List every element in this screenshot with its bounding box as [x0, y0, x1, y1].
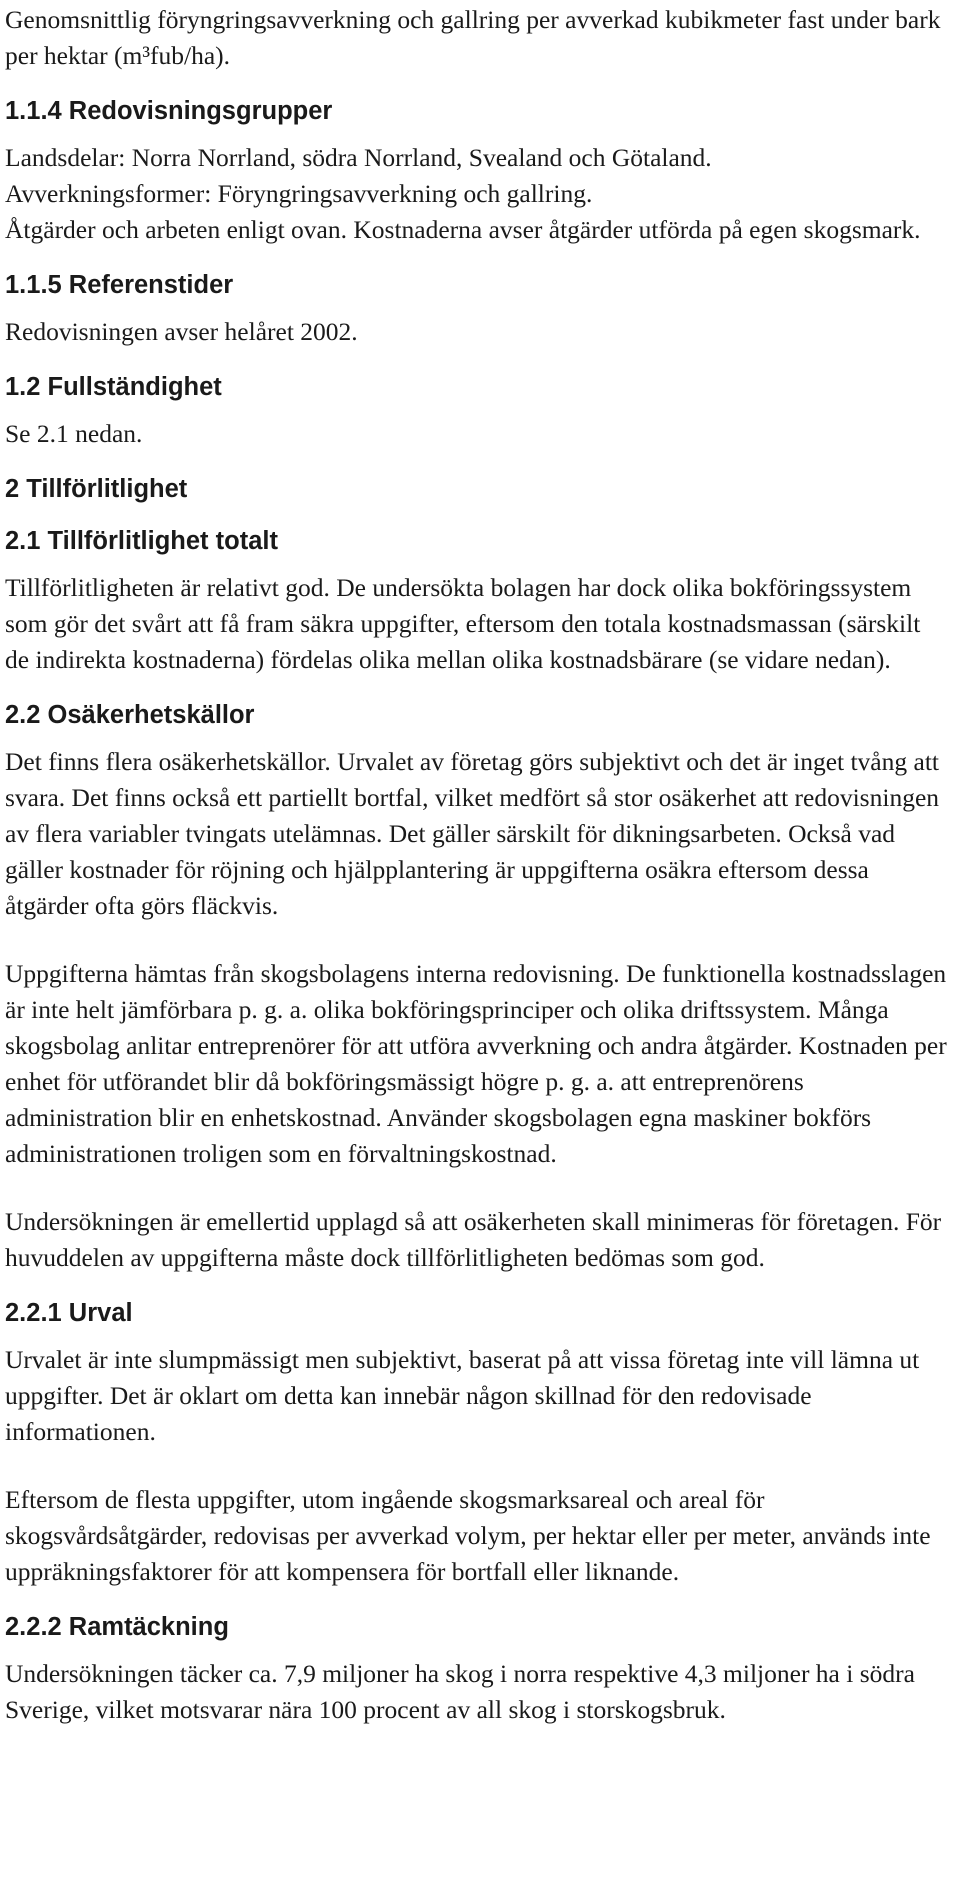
heading-2-2-osakerhetskallor: 2.2 Osäkerhetskällor [5, 701, 255, 729]
paragraph-ramtackning: Undersökningen täcker ca. 7,9 miljoner ha skog i norra respektive 4,3 miljoner ha i södra Sverige, vilket motsvarar nära 100 procent av all skog i storskogsbruk. [5, 1659, 915, 1724]
heading-2-tillforlitlighet: 2 Tillförlitlighet [5, 475, 188, 503]
heading-1-1-4-redovisningsgrupper: 1.1.4 Redovisningsgrupper [5, 97, 333, 125]
heading-2-2-1-urval: 2.2.1 Urval [5, 1299, 133, 1327]
paragraph-uppgifterna: Uppgifterna hämtas från skogsbolagens interna redovisning. De funktionella kostnadsslagen är inte helt jämförbara p. g. a. olika bokföringsprinciper och olika driftssystem. Många skogsbolag anlitar entreprenörer för att utföra avverkning och andra åtgärder. Kostnaden per enhet för utförandet blir då bokföringsmässigt högre p. g. a. att entreprenörens administration blir en enhetskostnad. Använder skogsbolagen egna maskiner bokförs administrationen troligen som en förvaltningskostnad. [5, 959, 947, 1168]
paragraph-intro-average: Genomsnittlig föryngringsavverkning och gallring per avverkad kubikmeter fast under bark per hektar (m³fub/ha). [5, 5, 941, 70]
heading-1-1-5-referenstider: 1.1.5 Referenstider [5, 271, 234, 299]
paragraph-osakerhetskallor: Det finns flera osäkerhetskällor. Urvalet av företag görs subjektivt och det är inget tvång att svara. Det finns också ett partiellt bortfal, vilket medfört så stor osäkerhet att redovisningen av flera variabler tvingats utelämnas. Det gäller särskilt för dikningsarbeten. Också vad gäller kostnader för röjning och hjälpplantering är uppgifterna osäkra eftersom dessa åtgärder ofta görs fläckvis. [5, 747, 940, 920]
paragraph-atgarder: Åtgärder och arbeten enligt ovan. Kostnaderna avser åtgärder utförda på egen skogsmark. [5, 215, 921, 244]
paragraph-tillforlitlighet: Tillförlitligheten är relativt god. De undersökta bolagen har dock olika bokföringssystem som gör det svårt att få fram säkra uppgifter, eftersom den totala kostnadsmassan (särskilt de indirekta kostnaderna) fördelas olika mellan olika kostnadsbärare (se vidare nedan). [5, 573, 921, 674]
paragraph-fullstandighet: Se 2.1 nedan. [5, 419, 143, 448]
heading-1-2-fullstandighet: 1.2 Fullständighet [5, 373, 222, 401]
heading-2-2-2-ramtackning: 2.2.2 Ramtäckning [5, 1613, 229, 1641]
heading-2-1-tillforlitlighet-totalt: 2.1 Tillförlitlighet totalt [5, 527, 278, 555]
paragraph-undersokningen-upplagd: Undersökningen är emellertid upplagd så att osäkerheten skall minimeras för företagen. För huvuddelen av uppgifterna måste dock tillförlitligheten bedömas som god. [5, 1207, 942, 1272]
paragraph-landsdelar: Landsdelar: Norra Norrland, södra Norrland, Svealand och Götaland. [5, 143, 712, 172]
paragraph-avverkningsformer: Avverkningsformer: Föryngringsavverkning och gallring. [5, 179, 593, 208]
paragraph-urval: Urvalet är inte slumpmässigt men subjektivt, baserat på att vissa företag inte vill lämna ut uppgifter. Det är oklart om detta kan innebär någon skillnad för den redovisade informationen. [5, 1345, 920, 1446]
paragraph-referenstid: Redovisningen avser helåret 2002. [5, 317, 358, 346]
paragraph-uppräkningsfaktorer: Eftersom de flesta uppgifter, utom ingående skogsmarksareal och areal för skogsvårdsåtgärder, redovisas per avverkad volym, per hektar eller per meter, används inte uppräkningsfaktorer för att kompensera för bortfall eller liknande. [5, 1485, 931, 1586]
